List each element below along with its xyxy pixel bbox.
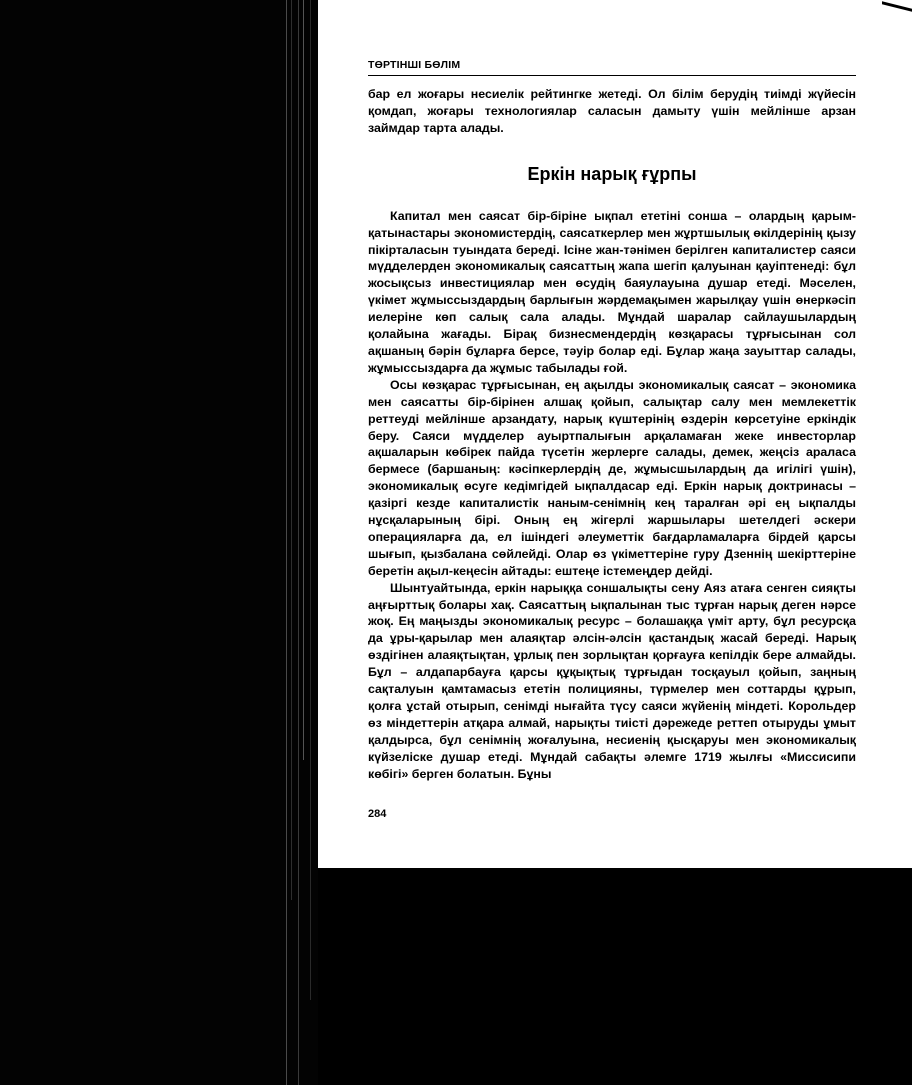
page-corner-mark: [882, 0, 912, 14]
running-head: ТӨРТІНШІ БӨЛІМ: [368, 59, 461, 71]
body-text: [368, 86, 856, 783]
paragraph: Осы көзқарас тұрғысынан, ең ақылды экономикалық саясат – экономика мен саясатты бір-бірінен алшақ қойып, салықтар салу мен мемлекеттік реттеуді мейлінше арзандату, нарық күштерінің өздерін көрсетуіне еркіндік беру. Саяси мүдделер ауыртпалығын арқаламаған жеке инвесторлар ақшаларын көбірек пайда түсетін жерлерге салады, демек, жеңсіз араласа бермесе (баршаның: кәсіпкерлердің де, жұмысшылардың да игілігі үшін), экономикалық өсуге кедімгідей ықпалдасар еді. Еркін нарық доктринасы – қазіргі кезде капиталистік наным-сенімнің кең таралған әрі ең ықпалды нұсқаларының бірі. Оның ең жігерлі жаршылары шетелдегі әскери операцияларға да, ел ішіндегі әлеуметтік бағдарламаларға бірдей қарсы шығып, қызбалана сөйлейді. Олар өз үкіметтеріне гуру Дзеннің шекірттеріне беретін ақыл-кеңесін айтады: ештеңе істемеңдер дейді.: [368, 377, 856, 578]
scanner-shadow: [0, 0, 318, 1085]
book-page: [318, 0, 912, 868]
page-number: 284: [368, 808, 387, 820]
section-heading: Еркін нарық ғұрпы: [527, 163, 697, 184]
paragraph: Капитал мен саясат бір-біріне ықпал ететіні сонша – олардың қарым-қатынастары экономистердің, саясаткерлер мен жұртшылық өкілдерінің қызу пікірталасын туындата береді. Ісіне жан-тәнімен берілген капиталистер саяси мүдделерден экономикалық саясаттың жапа шегіп қалуынан қауіптенеді: бұл жосықсыз инвестициялар мен өсудің баяулауына душар етеді. Мәселен, үкімет жұмыссыздардың барлығын жәрдемақымен жарылқау үшін өнеркәсіп иелеріне көп салық сала алады. Мұндай шаралар сайлаушылардың қолайына жағады. Бірақ бизнесмендердің көзқарасы тұрғысынан сол ақшаның бәрін бұларға берсе, тәуір болар еді. Бұлар жаңа зауыттар салады, жұмыссыздарға да жұмыс табылады ғой.: [368, 208, 856, 375]
intro-paragraph: бар ел жоғары несиелік рейтингке жетеді. Ол білім берудің тиімді жүйесін қомдап, жоғары технологиялар саласын дамыту үшін мейлінше арзан займдар тарта алады.: [368, 87, 856, 135]
header-rule: [368, 75, 856, 76]
paragraph: Шынтуайтында, еркін нарыққа соншалықты сену Аяз атаға сенген сияқты аңғырттық болары хақ. Саясаттың ықпалынан тыс тұрған нарық деген нәрсе жоқ. Ең маңызды экономикалық ресурс – болашаққа үміт арту, бұл ресурсқа да ұры-қарылар мен алаяқтар әлсін-әлсін қастандық жасай береді. Нарық өздігінен алаяқтықтан, ұрлық пен зорлықтан қорғауға кепілдік бере алмайды. Бұл – алдапарбауға қарсы құқықтық тұрғыдан тосқауыл қойып, заңның сақталуын қамтамасыз ететін полицияны, түрмелер мен соттарды құрып, қолға ұстай отырып, сенімді нығайта түсу саяси жүйенің міндеті. Корольдер өз міндеттерін атқара алмай, нарықты тиісті дәрежеде реттеп отыруды ұмыт қалдырса, бұл сенімнің жоғалуына, несиенің қысқаруы мен экономикалық күйзеліске душар етеді. Мұндай сабақты әлемге 1719 жылғы «Миссисипи көбігі» берген болатын. Бұны: [368, 580, 856, 781]
